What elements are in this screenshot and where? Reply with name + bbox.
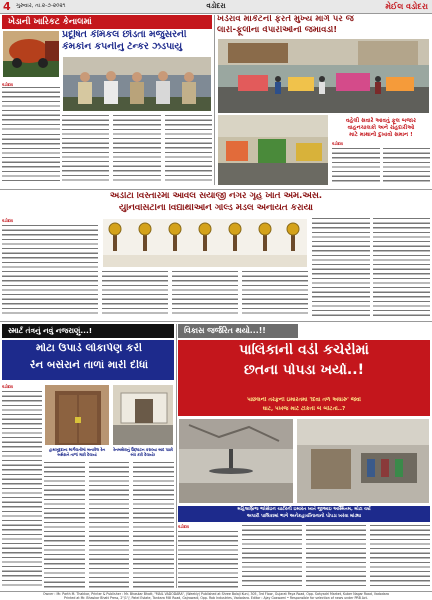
palika-subhead-line1: પાછલની તરફની ઇમારતમાં 'દિવા તળે અંધારું' જેવો bbox=[247, 397, 361, 403]
shelter-body-left-2 bbox=[2, 474, 42, 588]
tanker-headline-line1: પ્રદૂષિત કેમિકલ છોડતાં મંજુસરની bbox=[62, 30, 187, 40]
palika-strip: વિકાસ જર્જરિત થયો...!! bbox=[178, 324, 298, 338]
shelter-caption-left: હાથખૂદ્દાના માર્ગવાતીમાં બનાવેલ રેન બસેરાને તાળાં મારી દેવાયાં bbox=[48, 447, 106, 457]
market-caption bbox=[332, 118, 430, 139]
column-rule-2 bbox=[176, 324, 177, 588]
imprint-line2: Printed at Mr. Bhaskar Bhatt Press, 2"/1"/, Patel Estate, Tankara Mill Road, Gajrawadi, Opp. Rob Industries, Vadodara. Editor : Ajay Goswami • Responsible for selection of news under PRB Act. bbox=[64, 596, 368, 600]
tanker-strip: ખેડાની ખારિકટ કેનાલમાં bbox=[2, 15, 212, 29]
tanker-body-left bbox=[2, 82, 60, 132]
gold-medals-photo bbox=[102, 218, 308, 268]
palika-subhead-line2: ઘાટ, પંખેજ માટે ટોકતી બે બીટતો..? bbox=[262, 406, 346, 412]
shelter-headline-line1: મોટા ઉપાડે લોકાર્પણ કરી bbox=[35, 343, 143, 354]
market-headline-line1: ખંડેરાવ માર્કેટની ફરતે મુખ્ય માર્ગ પર જ bbox=[217, 15, 354, 24]
market-byline: વડોદરા bbox=[332, 141, 343, 146]
shelter-body-columns bbox=[44, 462, 174, 588]
market-photo bbox=[217, 38, 430, 114]
market-crowd-photo bbox=[217, 114, 329, 186]
market-caption-line1: વહેલી સવારે આવતું ફૂલ બજાર bbox=[345, 118, 417, 124]
market-caption-line2: વાહનચાલકો અને રાહદારીઓ bbox=[347, 125, 415, 131]
market-caption-line3: માટે માથાનો દુખાવો સમાન ! bbox=[349, 132, 413, 138]
shelter-body-left bbox=[2, 384, 42, 472]
university-body-left bbox=[2, 218, 98, 318]
shelter-byline: વડોદરા bbox=[2, 384, 13, 389]
university-headline-line1: અડીંટા વિસ્તારમાં આવેલ સયાજી નગર ગૃહ ખાતે એમ.એસ. bbox=[109, 192, 323, 201]
palika-caption bbox=[178, 506, 430, 522]
shelter-locked-door-photo bbox=[44, 384, 110, 446]
tanker-headline-line2: કેમકોન કંપનીનું ટેન્કર ઝડપાયું bbox=[62, 42, 183, 52]
masthead bbox=[0, 0, 432, 14]
university-byline: વડોદરા bbox=[2, 218, 13, 223]
tanker-byline: વડોદરા bbox=[2, 82, 13, 87]
officers-photo bbox=[62, 56, 212, 112]
brand-name: મેઈલ વડોદરા bbox=[385, 2, 428, 11]
tanker-photo bbox=[2, 30, 60, 78]
issue-date: ગુરુવાર, તા.૨-૭-૨૦૨૧ bbox=[16, 3, 66, 9]
university-headline-line2: યુનિવર્સિટીના વિદ્યાર્થીઓને ગોલ્ડ મેડલ એનાયત કરાયાં bbox=[119, 204, 313, 213]
university-body-columns bbox=[102, 271, 308, 317]
market-body-columns bbox=[332, 142, 430, 184]
palika-byline: વડોદરા bbox=[178, 524, 189, 529]
tanker-body-columns bbox=[62, 115, 212, 181]
palika-headline-line1: પાલિકાની વડી કચેરીમાં bbox=[239, 343, 369, 358]
university-body-right bbox=[312, 218, 430, 318]
shelter-room-photo bbox=[112, 384, 174, 446]
palika-caption-line2: અપારી પાલિકામાં ભાગે અનેકહાર્ચીનાનાનો પોપડા ખરવા માંડ્યા bbox=[246, 514, 362, 519]
shelter-headline-line2: રેન બસેરાને તાળાં મારી દીધાં bbox=[29, 360, 149, 371]
palika-body-columns bbox=[178, 525, 430, 588]
palika-headline-box bbox=[178, 340, 430, 396]
column-rule bbox=[214, 15, 215, 185]
city-label: વડોદરા bbox=[206, 2, 226, 10]
shelter-headline-box bbox=[2, 340, 174, 380]
page-number: 4 bbox=[3, 0, 11, 13]
palika-headline-line2: છતના પોપડા ખર્યા..! bbox=[244, 363, 364, 378]
palika-office-photo bbox=[296, 418, 430, 504]
section-divider-1 bbox=[0, 189, 432, 190]
palika-subhead-box bbox=[178, 396, 430, 416]
imprint-line1: Owner : Mr. Parth M. Thakkar, Printer & Publisher : Mr. Bhaskar Bhatt, "MAIL VADODARA", (Weekly) Published at Shree Balaji Kuni, 305, 3rd Floor, Gujarat Paya Road, Opp. Sahyadri Market, Kuber Nagar Road, Vadodara bbox=[43, 592, 389, 596]
market-headline-line2: લારી-ફૂલોના વેપારીઓનો જમાવડો! bbox=[217, 26, 338, 35]
shelter-caption-right: રેનબસેરાનું ઉદ્ઘાટન કરાવ્યા બાદ પાછો બંધ કરી દેવાયો! bbox=[113, 447, 173, 457]
tanker-body-left-2 bbox=[2, 134, 60, 181]
section-divider-2 bbox=[0, 321, 432, 322]
palika-ceiling-photo bbox=[178, 418, 294, 504]
shelter-strip: સ્માર્ટ તંત્રનું નવું નજરાણું...! bbox=[2, 324, 174, 338]
imprint-footer bbox=[0, 591, 432, 600]
palika-caption-line1: મહિલાબ્રિજ જોસેઇન ચાર્ટરની ઇમારત ખાતે જીઆઇ અસ્મિતમ, મોટા વર્ષો bbox=[237, 507, 371, 512]
